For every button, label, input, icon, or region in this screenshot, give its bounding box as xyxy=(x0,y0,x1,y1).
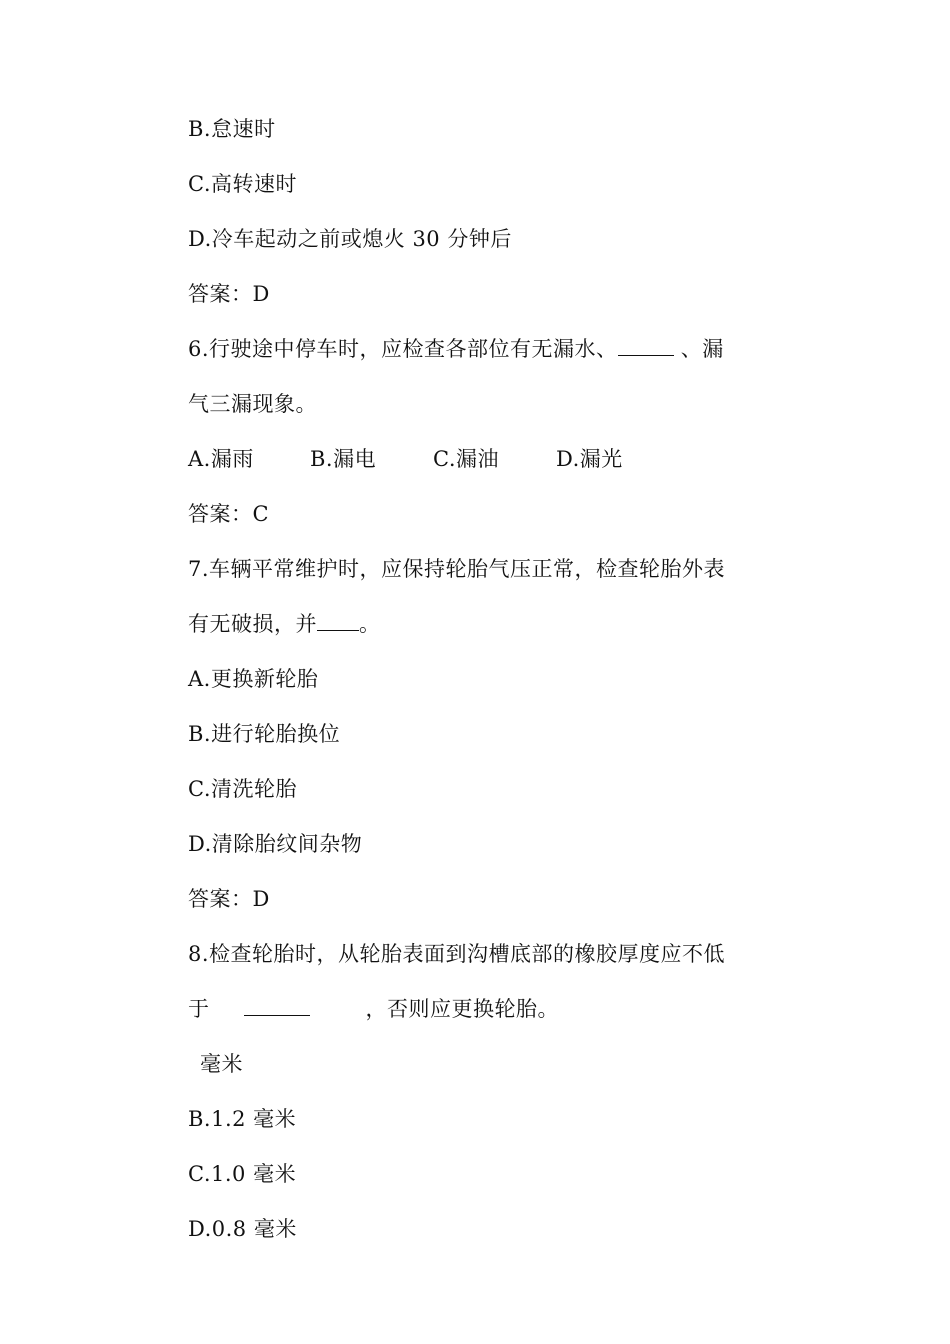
q5-option-c: C.高转速时 xyxy=(188,172,297,196)
q5-option-b: B.怠速时 xyxy=(188,117,276,141)
q7-option-a: A.更换新轮胎 xyxy=(188,667,319,691)
q7-option-d: D.清除胎纹间杂物 xyxy=(188,832,363,856)
q6-options-row xyxy=(188,445,623,473)
q6-stem-part2: 、漏 xyxy=(673,337,724,361)
q6-option-d: D.漏光 xyxy=(556,447,623,471)
q8-option-b: B.1.2 毫米 xyxy=(188,1107,297,1131)
q7-stem-line1: 7.车辆平常维护时，应保持轮胎气压正常，检查轮胎外表 xyxy=(188,557,726,581)
q7-option-b: B.进行轮胎换位 xyxy=(188,722,341,746)
q7-option-c: C.清洗轮胎 xyxy=(188,777,297,801)
q6-option-b: B.漏电 xyxy=(310,447,377,471)
q6-option-a: A.漏雨 xyxy=(188,447,254,471)
q5-answer: 答案：D xyxy=(188,282,270,306)
q6-stem-line2: 气三漏现象。 xyxy=(188,392,317,416)
q6-fill-blank xyxy=(618,335,674,356)
q7-fill-blank xyxy=(317,610,359,631)
q6-stem-part1: 6.行驶途中停车时，应检查各部位有无漏水、 xyxy=(188,337,618,361)
q8-fill-blank xyxy=(244,995,310,1016)
q8-stem-part2: ，否则应更换轮胎。 xyxy=(365,997,559,1021)
q8-option-a: 毫米 xyxy=(200,1052,243,1076)
q7-stem-part1: 有无破损，并 xyxy=(188,612,317,636)
q8-stem-line2 xyxy=(188,995,559,1023)
q7-answer: 答案：D xyxy=(188,887,270,911)
q6-answer: 答案：C xyxy=(188,502,270,526)
q8-stem-part1: 于 xyxy=(188,997,210,1021)
q6-option-c: C.漏油 xyxy=(433,447,499,471)
q7-stem-line2 xyxy=(188,610,381,638)
q8-option-c: C.1.0 毫米 xyxy=(188,1162,297,1186)
q7-stem-part2: 。 xyxy=(359,612,381,636)
q5-option-d: D.冷车起动之前或熄火 30 分钟后 xyxy=(188,227,512,251)
q8-option-d: D.0.8 毫米 xyxy=(188,1217,297,1241)
q6-stem-line1 xyxy=(188,335,724,363)
q8-stem-line1: 8.检查轮胎时，从轮胎表面到沟槽底部的橡胶厚度应不低 xyxy=(188,942,726,966)
